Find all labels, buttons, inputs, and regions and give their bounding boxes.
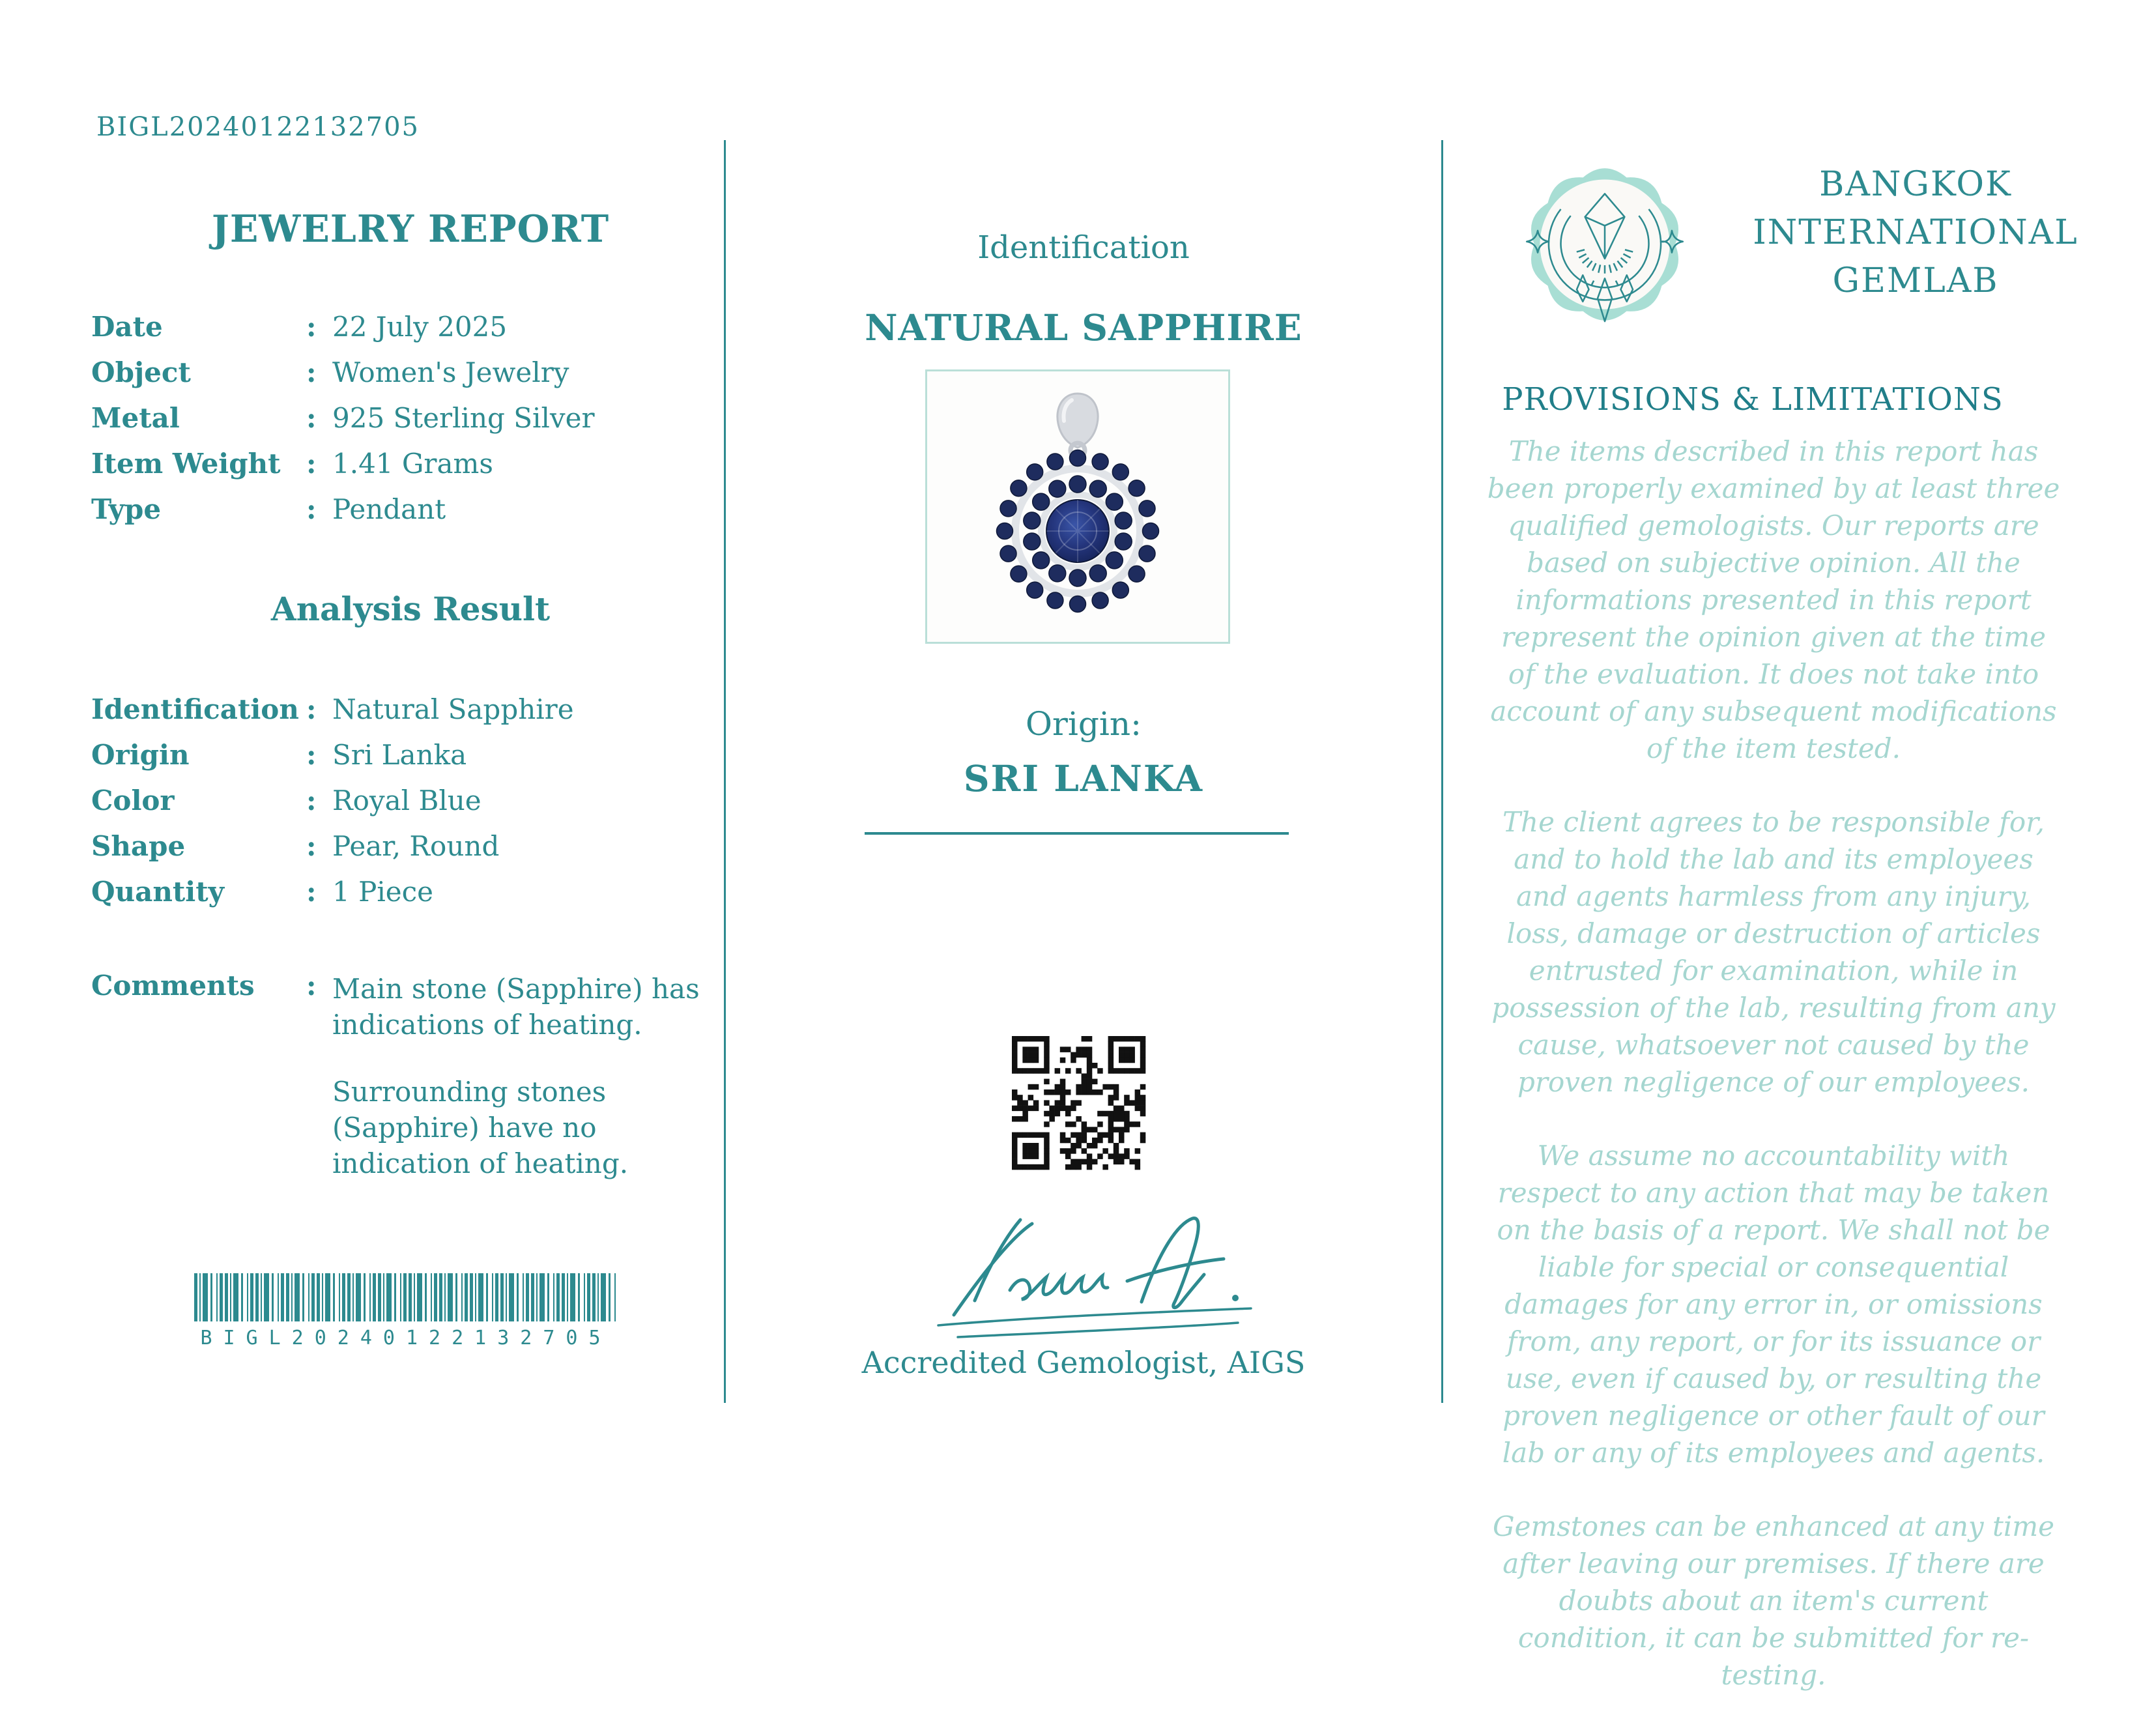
barcode	[194, 1273, 618, 1349]
spec-value: Pendant	[332, 493, 446, 525]
spec-row	[91, 358, 730, 388]
barcode-image	[194, 1273, 618, 1321]
provision-paragraph: The items described in this report has been properly examined by at least three qualified gemologists. Our reports are based on subjective opinion. All the informations presented in this report represent the opinion given at the time of the evaluation. It does not take into account of any subsequent modifications of the item tested.	[1487, 435, 2060, 764]
spec-value: Women's Jewelry	[332, 356, 569, 388]
report-details-column	[91, 195, 730, 1197]
gemologist-title: Accredited Gemologist, AIGS	[861, 1345, 1306, 1380]
analysis-label: Color	[91, 785, 175, 816]
spec-list	[91, 312, 730, 525]
spec-colon: :	[306, 311, 317, 343]
origin-label: Origin:	[1026, 705, 1142, 743]
analysis-colon: :	[306, 693, 317, 725]
analysis-value: Royal Blue	[332, 785, 482, 816]
analysis-label: Shape	[91, 830, 186, 862]
comments-row	[91, 971, 730, 1181]
comment-paragraph: Surrounding stones (Sapphire) have no indication of heating.	[332, 1076, 629, 1179]
comments-value	[332, 971, 730, 1181]
spec-row	[91, 312, 730, 342]
spec-label: Date	[91, 311, 163, 343]
report-code: BIGL20240122132705	[96, 112, 420, 142]
provision-paragraph: Gemstones can be enhanced at any time after leaving our premises. If there are doubts about an item's current condition, it can be submitted for re-testing.	[1493, 1510, 2054, 1691]
identification-column	[735, 0, 1432, 1526]
barcode-text: BIGL20240122132705	[200, 1327, 612, 1349]
analysis-value: 1 Piece	[332, 876, 433, 908]
lab-name	[1733, 160, 2098, 305]
origin-value: SRI LANKA	[963, 757, 1204, 800]
lab-name-line: INTERNATIONAL	[1753, 213, 2078, 252]
column-divider-right	[1441, 140, 1443, 1403]
spec-row	[91, 449, 730, 479]
analysis-colon: :	[306, 876, 317, 908]
analysis-row	[91, 786, 730, 816]
gem-photo-frame	[925, 369, 1230, 644]
spec-colon: :	[306, 448, 317, 480]
spec-row	[91, 495, 730, 525]
spec-value: 1.41 Grams	[332, 448, 493, 480]
spec-colon: :	[306, 493, 317, 525]
origin-divider-line	[865, 832, 1289, 835]
lab-name-line: GEMLAB	[1832, 261, 1999, 300]
lab-name-line: BANGKOK	[1819, 165, 2012, 204]
spec-row	[91, 403, 730, 433]
spec-colon: :	[306, 402, 317, 434]
identification-section-label: Identification	[977, 229, 1190, 266]
analysis-value: Natural Sapphire	[332, 693, 574, 725]
sapphire-pendant-photo	[927, 371, 1228, 642]
analysis-row	[91, 877, 730, 907]
analysis-row	[91, 831, 730, 861]
spec-label: Item Weight	[91, 448, 281, 480]
comment-paragraph: Main stone (Sapphire) has indications of heating.	[332, 973, 700, 1041]
gemlab-logo	[1517, 156, 1693, 332]
gemologist-signature	[912, 1204, 1277, 1344]
spec-label: Metal	[91, 402, 180, 434]
analysis-row	[91, 740, 730, 770]
analysis-colon: :	[306, 785, 317, 816]
comments-colon: :	[306, 970, 317, 1002]
signature-underline	[938, 1308, 1251, 1325]
analysis-list	[91, 695, 730, 1181]
comments-label: Comments	[91, 970, 255, 1002]
analysis-value: Sri Lanka	[332, 739, 467, 771]
spec-value: 22 July 2025	[332, 311, 508, 343]
analysis-colon: :	[306, 830, 317, 862]
jewelry-report-title: JEWELRY REPORT	[211, 207, 610, 251]
provisions-title: PROVISIONS & LIMITATIONS	[1502, 381, 2004, 418]
spec-colon: :	[306, 356, 317, 388]
analysis-value: Pear, Round	[332, 830, 500, 862]
spec-label: Object	[91, 356, 191, 388]
provision-paragraph: The client agrees to be responsible for, and to hold the lab and its employees and agents harmless from any injury, loss, damage or destruction of articles entrusted for examination, while in possession of the lab, resulting from any cause, whatsoever not caused by the proven negligence of our employees.	[1491, 806, 2056, 1098]
analysis-label: Origin	[91, 739, 190, 771]
spec-value: 925 Sterling Silver	[332, 402, 595, 434]
spec-label: Type	[91, 493, 162, 525]
identification-value: NATURAL SAPPHIRE	[865, 306, 1302, 349]
analysis-label: Quantity	[91, 876, 225, 908]
analysis-colon: :	[306, 739, 317, 771]
qr-code	[1012, 1036, 1145, 1170]
signature-underline	[958, 1323, 1238, 1337]
provision-paragraph: We assume no accountability with respect to any action that may be taken on the basis of a report. We shall not be liable for special or consequential damages for any error in, or omissions from, any report, or for its issuance or use, even if caused by, or resulting the proven negligence or other fault of our lab or any of its employees and agents.	[1497, 1140, 2050, 1469]
analysis-label: Identification	[91, 693, 299, 725]
provisions-paragraphs	[1486, 433, 2062, 1730]
analysis-result-title: Analysis Result	[270, 590, 551, 628]
analysis-row	[91, 695, 730, 725]
